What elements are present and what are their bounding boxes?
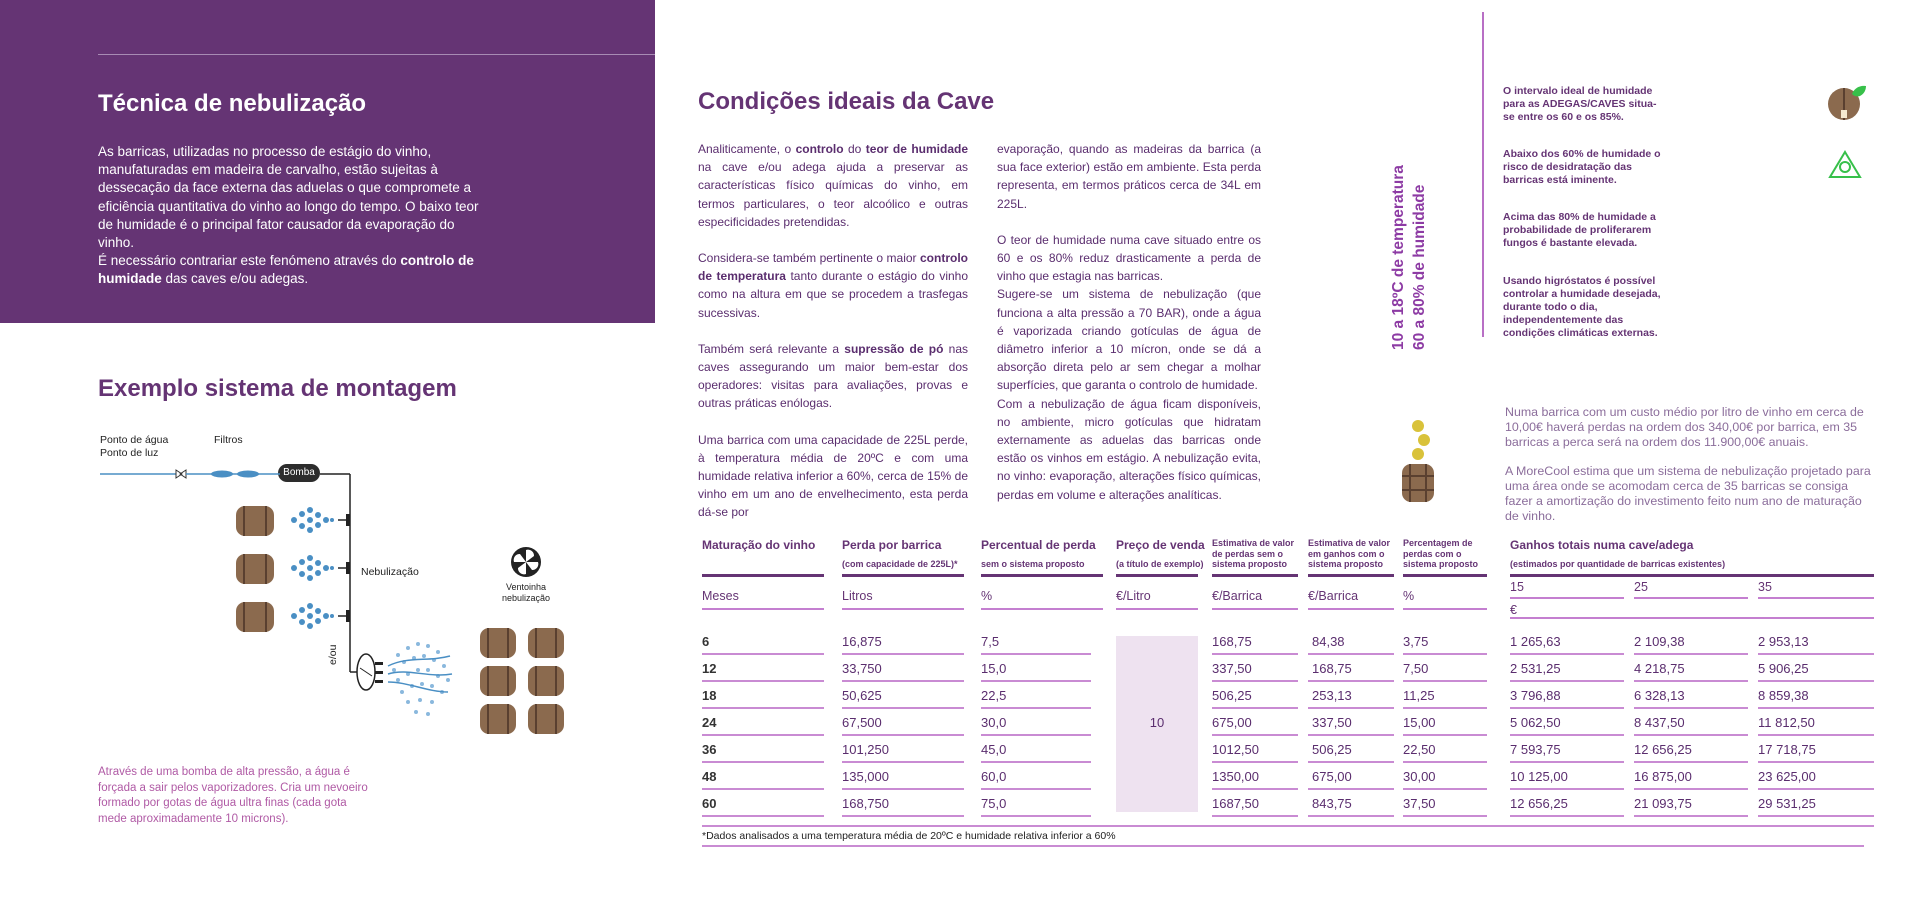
text-run: Considera-se também pertinente o maior bbox=[698, 251, 920, 266]
cell-total-35: 2 953,13 bbox=[1758, 634, 1809, 649]
cell-pct-loss: 7,50 bbox=[1403, 661, 1429, 676]
row-rule bbox=[1308, 680, 1394, 682]
unit-eur: € bbox=[1510, 603, 1517, 617]
header-rule bbox=[1116, 574, 1198, 577]
row-rule bbox=[1308, 788, 1394, 790]
unit-percent: % bbox=[1403, 589, 1415, 603]
row-rule bbox=[842, 734, 964, 736]
row-rule bbox=[1403, 680, 1487, 682]
row-rule bbox=[702, 680, 824, 682]
row-rule bbox=[1212, 734, 1298, 736]
cell-total-15: 12 656,25 bbox=[1510, 796, 1568, 811]
cell-percent: 60,0 bbox=[981, 769, 1007, 784]
info-cost-paragraph: Numa barrica com um custo médio por litro de vinho em cerca de 10,00€ haverá perdas na ordem dos 340,00€ por barrica, em 35 barricas a perca será na ordem dos 11.900,00€ anuais. bbox=[1505, 405, 1864, 449]
unit-rule bbox=[1116, 608, 1198, 610]
barrel-icon bbox=[236, 602, 274, 632]
row-rule bbox=[1403, 788, 1487, 790]
cave-paragraph: evaporação, quando as madeiras da barrica (a sua face exterior) estão em ambiente. Esta perda representa, em termos práticos cerca de 34L em 225L. bbox=[997, 142, 1261, 211]
cell-est-loss: 1687,50 bbox=[1212, 796, 1259, 811]
temperature-range: 10 a 18ºC de temperatura bbox=[1390, 165, 1407, 350]
header-rule bbox=[981, 574, 1103, 577]
intro-bold: controlo de humidade bbox=[98, 253, 474, 287]
row-rule bbox=[1308, 761, 1394, 763]
cell-percent: 75,0 bbox=[981, 796, 1007, 811]
humidity-range: 60 a 80% de humidade bbox=[1411, 184, 1428, 350]
row-rule bbox=[1758, 815, 1874, 817]
cell-est-loss: 168,75 bbox=[1212, 634, 1252, 649]
row-rule bbox=[1634, 707, 1748, 709]
cell-percent: 30,0 bbox=[981, 715, 1007, 730]
th-percent-sub: sem o sistema proposto bbox=[981, 559, 1085, 569]
row-rule bbox=[1212, 788, 1298, 790]
row-rule bbox=[1212, 653, 1298, 655]
assembly-caption: Através de uma bomba de alta pressão, a água é forçada a sair pelos vaporizadores. Cria um nevoeiro formado por gotas de água ultra finas (cada gota mede aproximadamente 10 microns). bbox=[98, 766, 368, 825]
unit-qty-25: 25 bbox=[1634, 580, 1648, 594]
th-price-label: Preço de venda bbox=[1116, 538, 1205, 552]
text-run-bold: teor de humidade bbox=[865, 142, 969, 156]
row-rule bbox=[981, 815, 1091, 817]
mist-icon bbox=[291, 555, 334, 581]
cell-total-15: 1 265,63 bbox=[1510, 634, 1561, 649]
unit-eur-liter: €/Litro bbox=[1116, 589, 1151, 603]
label-light-point: Ponto de luz bbox=[100, 447, 159, 459]
assembly-schematic bbox=[98, 430, 578, 740]
unit-rule bbox=[1308, 608, 1394, 610]
intro-paragraph: As barricas, utilizadas no processo de estágio do vinho, manufaturadas em madeira de carvalho, estão sujeitas à dessecação da face externa das aduelas o que compromete a eficiência quantitativa do vinho ao longo do tempo. O baixo teor de humidade é o principal fator causador da evaporação do vinho. bbox=[98, 144, 479, 251]
intro-paragraph-2-start: É necessário contrariar este fenómeno através do bbox=[98, 253, 401, 269]
th-loss bbox=[842, 538, 958, 571]
cave-paragraph: Uma barrica com uma capacidade de 225L perde, à temperatura média de 20ºC e com uma humidade relativa inferior a 60%, cerca de 15% de vinho em um ano de envelhecimento, esta perda dá-se por bbox=[698, 432, 968, 520]
cell-months: 18 bbox=[702, 688, 717, 703]
label-water-point: Ponto de água bbox=[100, 434, 169, 446]
unit-rule bbox=[1510, 617, 1874, 619]
unit-qty-35: 35 bbox=[1758, 580, 1772, 594]
cell-total-35: 29 531,25 bbox=[1758, 796, 1816, 811]
cell-months: 24 bbox=[702, 715, 717, 730]
triangle-warning-icon bbox=[1828, 149, 1862, 179]
cell-percent: 7,5 bbox=[981, 634, 1000, 649]
cell-est-gain: 843,75 bbox=[1312, 796, 1352, 811]
unit-rule bbox=[842, 608, 964, 610]
cell-total-15: 10 125,00 bbox=[1510, 769, 1568, 784]
cave-paragraph: Com a nebulização de água ficam disponíveis, no ambiente, micro gotículas que hidratam externamente as aduelas das barricas onde estão os vinhos em estágio. A nebulização evita, no vinho: evaporação, alterações físico químicas, perdas em volume e alterações analíticas. bbox=[997, 396, 1261, 502]
row-rule bbox=[702, 815, 824, 817]
th-total-sub: (estimados por quantidade de barricas existentes) bbox=[1510, 559, 1726, 569]
row-rule bbox=[1510, 680, 1624, 682]
footnote: *Dados analisados a uma temperatura média de 20ºC e humidade relativa inferior a 60% bbox=[702, 830, 1116, 842]
leaf-icon bbox=[1852, 86, 1866, 97]
price-value: 10 bbox=[1149, 715, 1165, 730]
cell-pct-loss: 3,75 bbox=[1403, 634, 1429, 649]
unit-qty-15: 15 bbox=[1510, 580, 1524, 594]
label-nebulization: Nebulização bbox=[361, 566, 419, 578]
mist-icon bbox=[291, 603, 334, 629]
cell-total-35: 23 625,00 bbox=[1758, 769, 1816, 784]
row-rule bbox=[1758, 707, 1874, 709]
unit-eur-barrel: €/Barrica bbox=[1212, 589, 1263, 603]
cave-column-1 bbox=[698, 140, 968, 540]
text-run: na cave e/ou adega ajuda a preservar as características físico químicas do vinho, em termos particulares, o teor alcoólico e outras especificidades pretendidas. bbox=[698, 160, 968, 229]
text-run: nas caves assegurando um maior bem-estar dos operadores: visitas para avaliações, provas e outras práticas enólogas. bbox=[698, 341, 968, 411]
th-loss-label: Perda por barrica bbox=[842, 538, 942, 552]
th-price bbox=[1116, 538, 1205, 571]
intro-paragraph-2-end: das caves e/ou adegas. bbox=[161, 271, 309, 287]
row-rule bbox=[1510, 761, 1624, 763]
row-rule bbox=[1403, 734, 1487, 736]
row-rule bbox=[1308, 653, 1394, 655]
row-rule bbox=[842, 761, 964, 763]
cell-percent: 22,5 bbox=[981, 688, 1007, 703]
row-rule bbox=[1758, 788, 1874, 790]
header-rule bbox=[1212, 574, 1298, 577]
row-rule bbox=[981, 653, 1091, 655]
cell-total-35: 8 859,38 bbox=[1758, 688, 1809, 703]
row-rule bbox=[842, 680, 964, 682]
section-title-assembly: Exemplo sistema de montagem bbox=[98, 375, 457, 402]
cell-total-25: 12 656,25 bbox=[1634, 742, 1692, 757]
th-price-sub: (a título de exemplo) bbox=[1116, 559, 1204, 569]
row-rule bbox=[1308, 707, 1394, 709]
info-amortization-paragraph: A MoreCool estima que um sistema de nebulização projetado para uma área onde se acomodam cerca de 35 barricas se consiga fazer a amortização do investimento feito num ano de maturação de vinho. bbox=[1505, 464, 1871, 523]
th-percent-label: Percentual de perda bbox=[981, 538, 1096, 552]
row-rule bbox=[1308, 734, 1394, 736]
row-rule bbox=[842, 707, 964, 709]
row-rule bbox=[1510, 815, 1624, 817]
row-rule bbox=[842, 653, 964, 655]
cell-total-35: 17 718,75 bbox=[1758, 742, 1816, 757]
unit-rule bbox=[1403, 608, 1487, 610]
text-run: Também será relevante a bbox=[698, 341, 845, 356]
footnote-rule bbox=[702, 825, 1874, 827]
text-run: Analiticamente, o bbox=[698, 142, 796, 156]
text-run-bold: controlo de temperatura bbox=[698, 251, 968, 284]
header-rule bbox=[702, 574, 824, 577]
row-rule bbox=[842, 815, 964, 817]
barrel-stack-icon bbox=[480, 628, 564, 734]
cell-months: 6 bbox=[702, 634, 710, 649]
cell-total-25: 8 437,50 bbox=[1634, 715, 1685, 730]
cave-paragraph: Sugere-se um sistema de nebulização (que funciona a alta pressão a 70 BAR), onde a água é vaporizada criando gotículas de água de diâmetro inferior a 10 mícron, onde se dá a absorção direta pelo ar sem chegar a molhar superfícies, que garanta o controlo de humidade. bbox=[997, 287, 1261, 393]
row-rule bbox=[1403, 815, 1487, 817]
unit-rule bbox=[702, 608, 824, 610]
vertical-headline bbox=[1388, 165, 1430, 350]
pump-badge: Bomba bbox=[278, 464, 320, 482]
cell-total-15: 7 593,75 bbox=[1510, 742, 1561, 757]
cell-est-gain: 168,75 bbox=[1312, 661, 1352, 676]
th-pct-loss: Percentagem de perdas com o sistema proposto bbox=[1403, 538, 1479, 569]
cell-est-gain: 675,00 bbox=[1312, 769, 1352, 784]
cell-est-gain: 84,38 bbox=[1312, 634, 1345, 649]
row-rule bbox=[1510, 707, 1624, 709]
row-rule bbox=[981, 680, 1091, 682]
th-maturation: Maturação do vinho bbox=[702, 538, 816, 552]
cell-pct-loss: 22,50 bbox=[1403, 742, 1436, 757]
row-rule bbox=[1634, 653, 1748, 655]
barrel-icon bbox=[236, 554, 274, 584]
th-est-loss: Estimativa de valor de perdas sem o sistema proposto bbox=[1212, 538, 1295, 569]
cell-total-25: 4 218,75 bbox=[1634, 661, 1685, 676]
cell-months: 12 bbox=[702, 661, 717, 676]
section-title-nebulization: Técnica de nebulização bbox=[98, 90, 367, 117]
barrel-icon bbox=[236, 506, 274, 536]
row-rule bbox=[981, 707, 1091, 709]
cell-est-loss: 675,00 bbox=[1212, 715, 1252, 730]
subheader-rule bbox=[1634, 597, 1748, 599]
cave-paragraph bbox=[698, 249, 968, 322]
cell-est-gain: 506,25 bbox=[1312, 742, 1352, 757]
row-rule bbox=[1634, 680, 1748, 682]
note-humidity-ideal: O intervalo ideal de humidade para as ADEGAS/CAVES situa-se entre os 60 e os 85%. bbox=[1503, 85, 1657, 123]
cell-liters: 168,750 bbox=[842, 796, 889, 811]
row-rule bbox=[1758, 734, 1874, 736]
section-title-cave: Condições ideais da Cave bbox=[698, 88, 995, 115]
row-rule bbox=[1758, 653, 1874, 655]
cell-total-35: 5 906,25 bbox=[1758, 661, 1809, 676]
cell-total-25: 21 093,75 bbox=[1634, 796, 1692, 811]
row-rule bbox=[1403, 761, 1487, 763]
row-rule bbox=[702, 707, 824, 709]
row-rule bbox=[1308, 815, 1394, 817]
cell-est-loss: 337,50 bbox=[1212, 661, 1252, 676]
cell-liters: 33,750 bbox=[842, 661, 882, 676]
text-run: do bbox=[843, 142, 866, 156]
cave-paragraph: O teor de humidade numa cave situado entre os 60 e os 80% reduz drasticamente a perda de vinho que estagia nas barricas. bbox=[997, 232, 1261, 284]
unit-eur-barrel: €/Barrica bbox=[1308, 589, 1359, 603]
subheader-rule bbox=[1758, 597, 1874, 599]
cell-total-15: 3 796,88 bbox=[1510, 688, 1561, 703]
cell-total-15: 2 531,25 bbox=[1510, 661, 1561, 676]
row-rule bbox=[1403, 707, 1487, 709]
cell-total-15: 5 062,50 bbox=[1510, 715, 1561, 730]
th-percent bbox=[981, 538, 1096, 571]
mist-cloud-icon bbox=[392, 642, 450, 716]
fan-icon bbox=[511, 547, 541, 577]
cell-est-loss: 1350,00 bbox=[1212, 769, 1259, 784]
cell-est-gain: 337,50 bbox=[1312, 715, 1352, 730]
row-rule bbox=[1510, 734, 1624, 736]
row-rule bbox=[702, 788, 824, 790]
unit-rule bbox=[1212, 608, 1298, 610]
cave-paragraph bbox=[698, 140, 968, 231]
th-loss-sub: (com capacidade de 225L)* bbox=[842, 559, 958, 569]
row-rule bbox=[1634, 734, 1748, 736]
cell-total-25: 2 109,38 bbox=[1634, 634, 1685, 649]
cell-pct-loss: 11,25 bbox=[1403, 688, 1435, 703]
cell-liters: 50,625 bbox=[842, 688, 882, 703]
cell-percent: 45,0 bbox=[981, 742, 1007, 757]
cell-liters: 67,500 bbox=[842, 715, 882, 730]
row-rule bbox=[1212, 707, 1298, 709]
label-fan: Ventoinha nebulização bbox=[501, 582, 551, 603]
row-rule bbox=[702, 734, 824, 736]
row-rule bbox=[702, 653, 824, 655]
th-est-gain: Estimativa de valor em ganhos com o sistema proposto bbox=[1308, 538, 1391, 569]
row-rule bbox=[1212, 680, 1298, 682]
row-rule bbox=[981, 788, 1091, 790]
coins-barrel-icon bbox=[1398, 416, 1438, 506]
text-run-bold: supressão de pó bbox=[844, 341, 944, 356]
note-humidity-low: Abaixo dos 60% de humidade o risco de desidratação das barricas está iminente. bbox=[1503, 148, 1661, 186]
note-hygrostat: Usando higróstatos é possível controlar a humidade desejada, durante todo o dia, independentemente das condições climáticas externas. bbox=[1503, 275, 1661, 339]
row-rule bbox=[1510, 653, 1624, 655]
cell-total-25: 16 875,00 bbox=[1634, 769, 1692, 784]
unit-percent: % bbox=[981, 589, 993, 603]
row-rule bbox=[1634, 815, 1748, 817]
assembly-diagram bbox=[98, 430, 578, 740]
unit-liters: Litros bbox=[842, 589, 873, 603]
mist-icon bbox=[291, 507, 334, 533]
cell-liters: 16,875 bbox=[842, 634, 882, 649]
cell-est-loss: 1012,50 bbox=[1212, 742, 1259, 757]
unit-months: Meses bbox=[702, 589, 739, 603]
unit-rule bbox=[981, 608, 1103, 610]
cell-est-gain: 253,13 bbox=[1312, 688, 1352, 703]
row-rule bbox=[1212, 815, 1298, 817]
cave-column-2 bbox=[997, 140, 1261, 504]
vertical-divider bbox=[1482, 12, 1484, 337]
row-rule bbox=[1758, 680, 1874, 682]
text-run-bold: controlo bbox=[795, 142, 844, 156]
divider bbox=[98, 54, 655, 55]
cell-months: 36 bbox=[702, 742, 717, 757]
cell-months: 60 bbox=[702, 796, 717, 811]
label-or: e/ou bbox=[327, 644, 339, 665]
row-rule bbox=[1403, 653, 1487, 655]
row-rule bbox=[1758, 761, 1874, 763]
cell-liters: 101,250 bbox=[842, 742, 889, 757]
cell-pct-loss: 15,00 bbox=[1403, 715, 1436, 730]
th-total-label: Ganhos totais numa cave/adega bbox=[1510, 538, 1694, 552]
cell-months: 48 bbox=[702, 769, 717, 784]
row-rule bbox=[981, 734, 1091, 736]
cell-est-loss: 506,25 bbox=[1212, 688, 1252, 703]
header-rule bbox=[842, 574, 964, 577]
header-rule bbox=[1403, 574, 1487, 577]
row-rule bbox=[1510, 788, 1624, 790]
note-humidity-high: Acima das 80% de humidade a probabilidade de proliferarem fungos é bastante elevada. bbox=[1503, 211, 1656, 249]
row-rule bbox=[981, 761, 1091, 763]
cell-pct-loss: 30,00 bbox=[1403, 769, 1436, 784]
subheader-rule bbox=[1510, 597, 1624, 599]
cell-total-25: 6 328,13 bbox=[1634, 688, 1685, 703]
cave-paragraph bbox=[698, 340, 968, 413]
cell-pct-loss: 37,50 bbox=[1403, 796, 1436, 811]
text-run: tanto durante o estágio do vinho como na altura em que se procedem a trasfegas sucessivas. bbox=[698, 269, 969, 320]
row-rule bbox=[702, 761, 824, 763]
row-rule bbox=[1212, 761, 1298, 763]
th-total bbox=[1510, 538, 1725, 571]
cell-liters: 135,000 bbox=[842, 769, 889, 784]
cell-total-35: 11 812,50 bbox=[1758, 715, 1815, 730]
intro-text bbox=[98, 143, 490, 289]
row-rule bbox=[842, 788, 964, 790]
barrel-leaf-icon bbox=[1826, 84, 1868, 124]
row-rule bbox=[1634, 788, 1748, 790]
header-rule bbox=[1510, 574, 1874, 577]
footnote-rule bbox=[702, 845, 1864, 847]
label-filters: Filtros bbox=[214, 434, 243, 446]
row-rule bbox=[1634, 761, 1748, 763]
header-rule bbox=[1308, 574, 1394, 577]
cell-percent: 15,0 bbox=[981, 661, 1007, 676]
